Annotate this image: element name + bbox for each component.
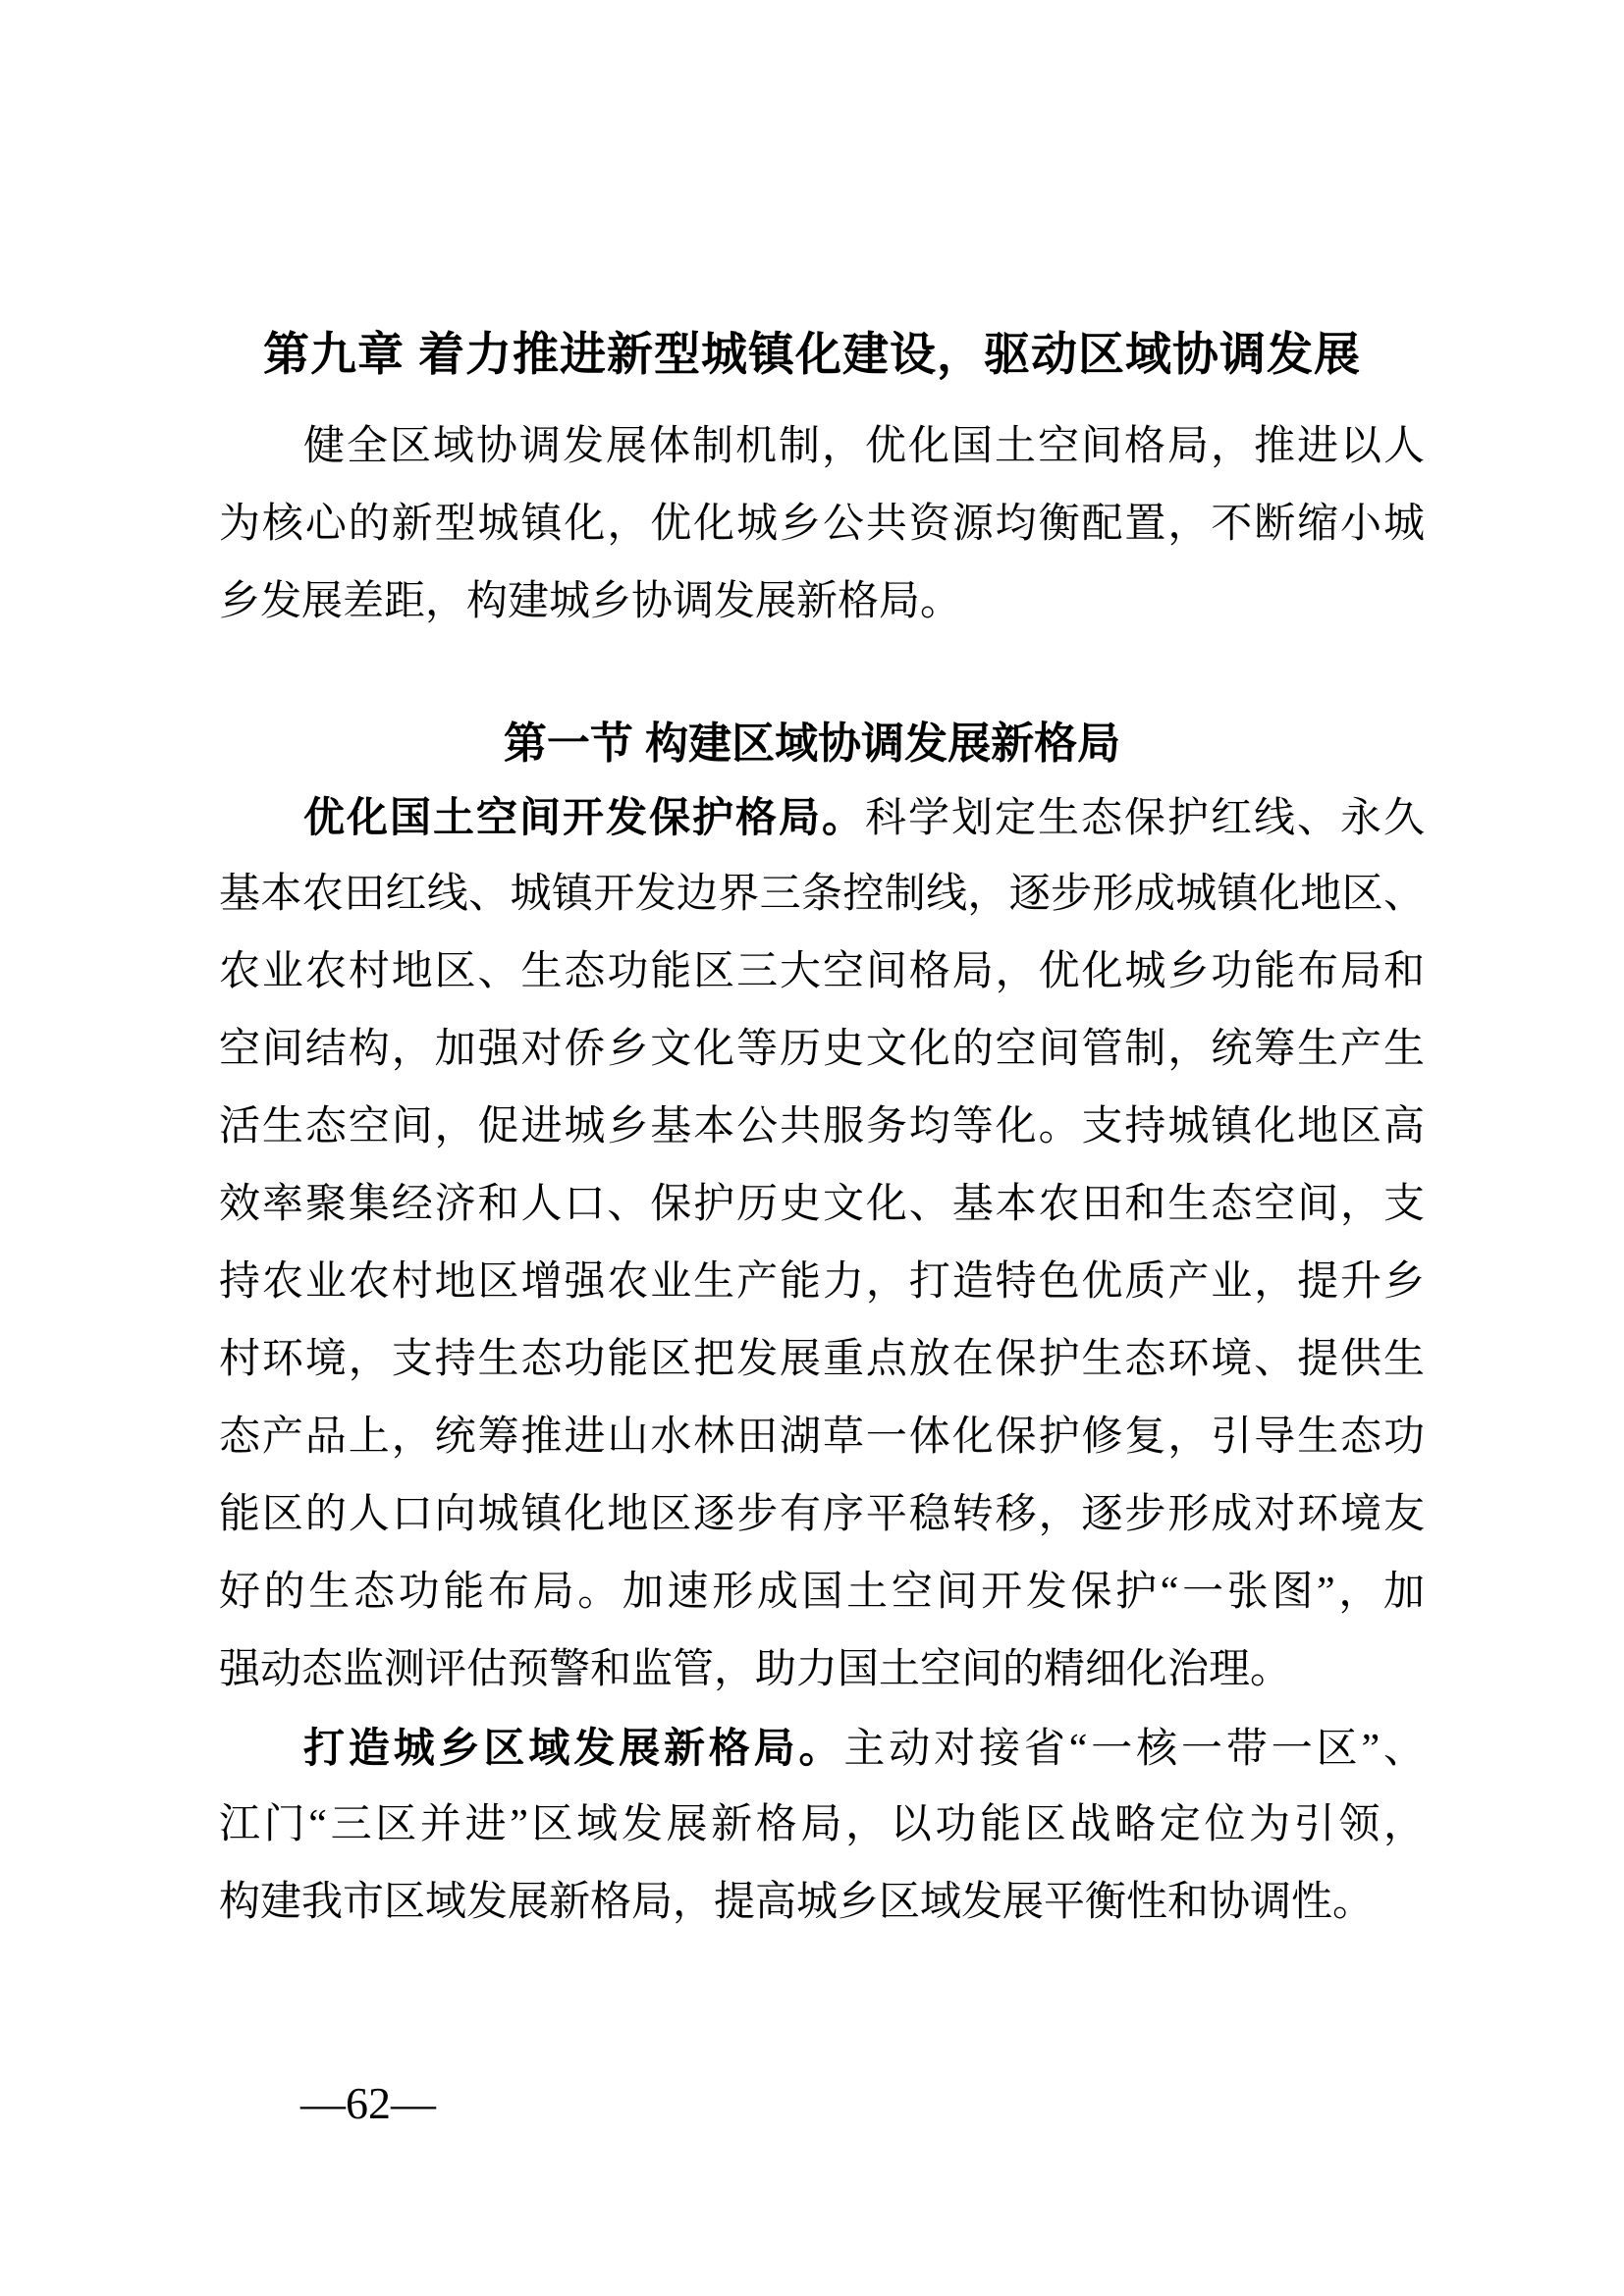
paragraph-line [219, 1554, 1425, 1631]
bold-text-run: 打造城乡区域发展新格局。 [303, 1725, 844, 1771]
paragraph-line [219, 1709, 1425, 1787]
chapter-title: 第九章 着力推进新型城镇化建设，驱动区域协调发展 [262, 328, 1362, 381]
paragraph-line [219, 1399, 1425, 1476]
text-run: 效率聚集经济和人口、保护历史文化、基本农田和生态空间，支 [219, 1182, 1425, 1227]
text-run: 科学划定生态保护红线、永久 [865, 796, 1425, 841]
paragraph-line [219, 1244, 1425, 1321]
paragraph-line [219, 1864, 1425, 1942]
paragraph-line [219, 486, 1425, 563]
paragraph-line [219, 1476, 1425, 1554]
bold-text-run: 优化国土空间开发保护格局。 [303, 794, 865, 840]
text-run: 活生态空间，促进城乡基本公共服务均等化。支持城镇化地区高 [219, 1104, 1425, 1149]
text-run: 强动态监测评估预警和监管，助力国土空间的精细化治理。 [219, 1647, 1292, 1692]
paragraph-line [219, 856, 1425, 934]
paragraph-line [219, 1011, 1425, 1089]
paragraph-line [219, 934, 1425, 1011]
text-run: 持农业农村地区增强农业生产能力，打造特色优质产业，提升乡 [219, 1259, 1425, 1305]
text-run: 构建我市区域发展新格局，提高城乡区域发展平衡性和协调性。 [219, 1880, 1375, 1925]
text-run: 为核心的新型城镇化，优化城乡公共资源均衡配置，不断缩小城 [219, 502, 1425, 547]
text-run: 农业农村地区、生态功能区三大空间格局，优化城乡功能布局和 [219, 949, 1425, 994]
paragraph-line [219, 1089, 1425, 1166]
page-number: —62— [300, 2078, 436, 2128]
section-title: 第一节 构建区域协调发展新格局 [503, 719, 1121, 768]
paragraph-line [219, 1321, 1425, 1399]
text-run: 能区的人口向城镇化地区逐步有序平稳转移，逐步形成对环境友 [219, 1492, 1425, 1537]
text-run: 主动对接省“一核一带一区”、 [843, 1727, 1425, 1772]
document-body [219, 778, 1425, 1942]
paragraph-line [219, 1166, 1425, 1244]
paragraph-line [219, 563, 1425, 641]
text-run: 态产品上，统筹推进山水林田湖草一体化保护修复，引导生态功 [219, 1415, 1425, 1460]
paragraph-line [219, 408, 1425, 486]
text-run: 好的生态功能布局。加速形成国土空间开发保护“一张图”，加 [219, 1570, 1425, 1615]
paragraph-line [219, 1631, 1425, 1709]
text-run: 村环境，支持生态功能区把发展重点放在保护生态环境、提供生 [219, 1337, 1425, 1382]
chapter-intro-paragraph [219, 408, 1425, 641]
paragraph-line [219, 1787, 1425, 1864]
text-run: 健全区域协调发展体制机制，优化国土空间格局，推进以人 [303, 424, 1425, 469]
paragraph-line [219, 778, 1425, 856]
text-run: 基本农田红线、城镇开发边界三条控制线，逐步形成城镇化地区、 [219, 872, 1425, 917]
text-run: 江门“三区并进”区域发展新格局，以功能区战略定位为引领， [219, 1802, 1425, 1847]
text-run: 空间结构，加强对侨乡文化等历史文化的空间管制，统筹生产生 [219, 1027, 1425, 1072]
text-run: 乡发展差距，构建城乡协调发展新格局。 [219, 579, 962, 624]
